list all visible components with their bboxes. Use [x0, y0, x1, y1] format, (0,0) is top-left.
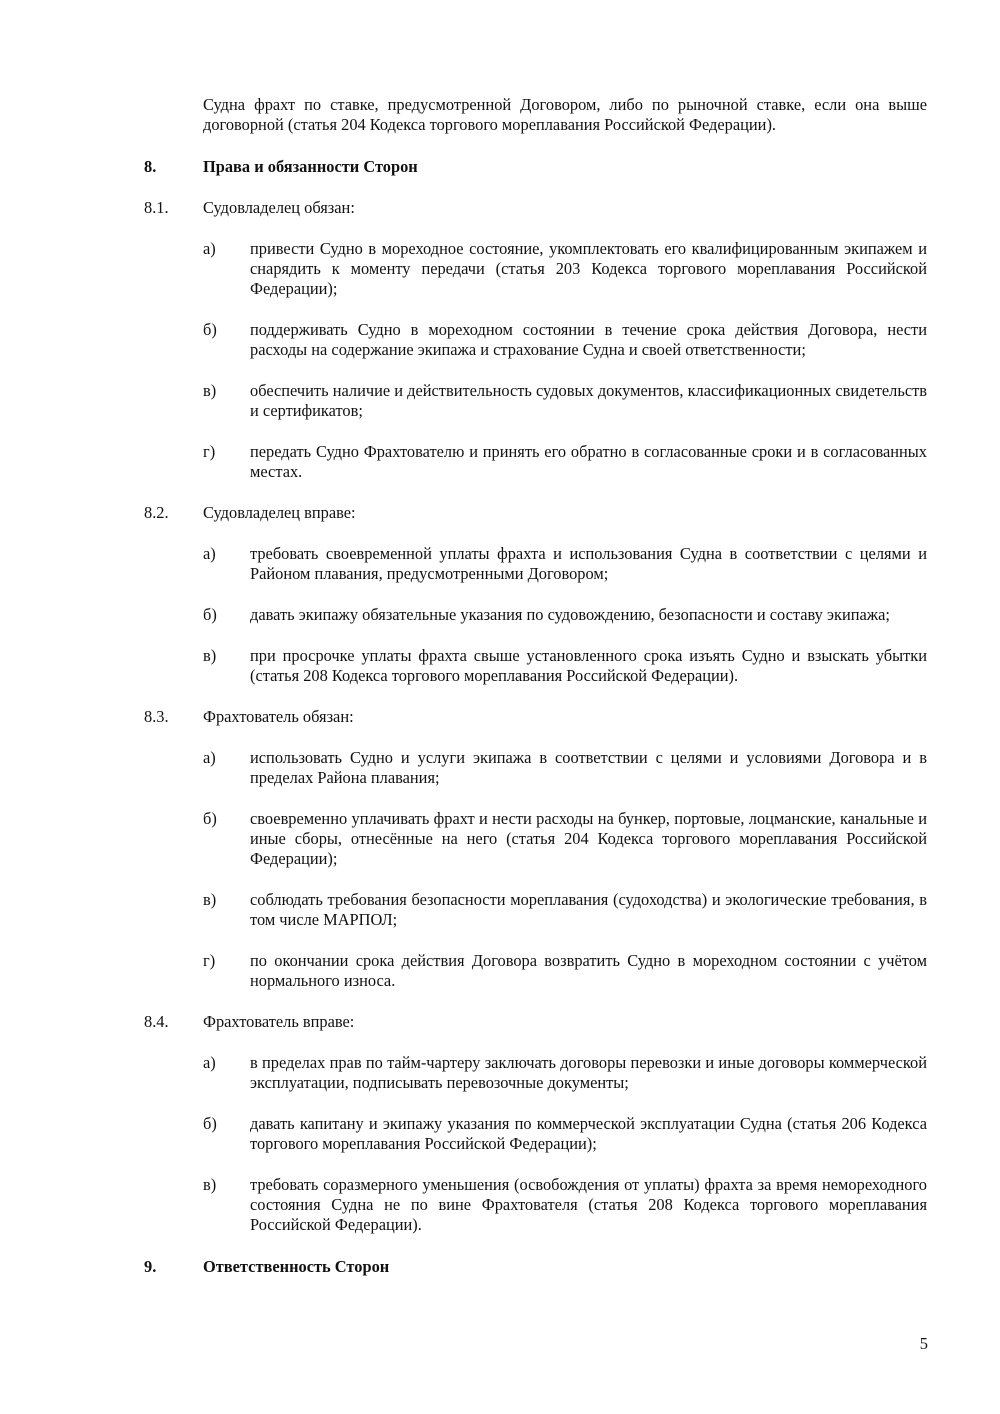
item-text: требовать соразмерного уменьшения (освобождения от уплаты) фрахта за время немореходного состояния Судна не по вине Фрахтователя (статья 208 Кодекса торгового мореплавания Российской Федерации).: [250, 1175, 927, 1234]
list-item: [203, 381, 927, 421]
list-item: [203, 239, 927, 299]
list-item: [203, 646, 927, 686]
clause-heading: [144, 1012, 927, 1032]
item-letter: а): [203, 544, 216, 563]
list-item: [203, 1053, 927, 1093]
clause-heading: [144, 198, 927, 218]
item-text: своевременно уплачивать фрахт и нести расходы на бункер, портовые, лоцманские, канальные и иные сборы, отнесённые на него (статья 204 Кодекса торгового мореплавания Российской Федерации);: [250, 809, 927, 868]
clause-number: 8.4.: [144, 1012, 169, 1031]
section-8-heading: [144, 157, 927, 177]
item-text: при просрочке уплаты фрахта свыше установленного срока изъять Судно и взыскать убытки (статья 208 Кодекса торгового мореплавания Российской Федерации).: [250, 646, 927, 685]
clause-number: 8.3.: [144, 707, 169, 726]
item-text: передать Судно Фрахтователю и принять его обратно в согласованные сроки и в согласованных местах.: [250, 442, 927, 481]
item-letter: а): [203, 748, 216, 767]
list-item: [203, 320, 927, 360]
clause-number: 8.1.: [144, 198, 169, 217]
item-text: требовать своевременной уплаты фрахта и использования Судна в соответствии с целями и Районом плавания, предусмотренными Договором;: [250, 544, 927, 583]
clause-heading: [144, 503, 927, 523]
item-letter: б): [203, 605, 217, 624]
list-item: [203, 544, 927, 584]
item-letter: в): [203, 646, 217, 665]
clause-title: Фрахтователь обязан:: [203, 707, 354, 726]
list-item: [203, 809, 927, 869]
item-text: давать капитану и экипажу указания по коммерческой эксплуатации Судна (статья 206 Кодекса торгового мореплавания Российской Федерации);: [250, 1114, 927, 1153]
item-text: привести Судно в мореходное состояние, укомплектовать его квалифицированным экипажем и снарядить к моменту передачи (статья 203 Кодекса торгового мореплавания Российской Федерации);: [250, 239, 927, 298]
item-text: по окончании срока действия Договора возвратить Судно в мореходном состоянии с учётом нормального износа.: [250, 951, 927, 990]
item-letter: а): [203, 239, 216, 258]
intro-paragraph: Судна фрахт по ставке, предусмотренной Договором, либо по рыночной ставке, если она выше договорной (статья 204 Кодекса торгового мореплавания Российской Федерации).: [203, 95, 927, 134]
list-item: [203, 748, 927, 788]
item-letter: г): [203, 442, 216, 461]
list-item: [203, 442, 927, 482]
item-letter: в): [203, 1175, 217, 1194]
section-9-heading: [144, 1257, 927, 1277]
section-number: 9.: [144, 1257, 157, 1276]
clause-title: Судовладелец вправе:: [203, 503, 356, 522]
list-item: [203, 1114, 927, 1154]
section-title: Ответственность Сторон: [203, 1257, 390, 1276]
clause-title: Фрахтователь вправе:: [203, 1012, 355, 1031]
item-letter: б): [203, 809, 217, 828]
item-text: давать экипажу обязательные указания по судовождению, безопасности и составу экипажа;: [250, 605, 890, 624]
clause-heading: [144, 707, 927, 727]
item-letter: б): [203, 1114, 217, 1133]
item-text: поддерживать Судно в мореходном состоянии в течение срока действия Договора, нести расходы на содержание экипажа и страхование Судна и своей ответственности;: [250, 320, 927, 359]
list-item: [203, 605, 927, 625]
item-letter: в): [203, 890, 217, 909]
item-text: использовать Судно и услуги экипажа в соответствии с целями и условиями Договора и в пределах Района плавания;: [250, 748, 927, 787]
document-body: [144, 95, 927, 1277]
item-letter: а): [203, 1053, 216, 1072]
list-item: [203, 890, 927, 930]
section-number: 8.: [144, 157, 157, 176]
list-item: [203, 1175, 927, 1235]
clause-number: 8.2.: [144, 503, 169, 522]
section-title: Права и обязанности Сторон: [203, 157, 418, 176]
item-text: соблюдать требования безопасности мореплавания (судоходства) и экологические требования, в том числе МАРПОЛ;: [250, 890, 927, 929]
item-letter: г): [203, 951, 216, 970]
page-number: 5: [919, 1334, 928, 1353]
item-text: обеспечить наличие и действительность судовых документов, классификационных свидетельств и сертификатов;: [250, 381, 927, 420]
list-item: [203, 951, 927, 991]
item-letter: в): [203, 381, 217, 400]
item-letter: б): [203, 320, 217, 339]
item-text: в пределах прав по тайм-чартеру заключать договоры перевозки и иные договоры коммерческой эксплуатации, подписывать перевозочные документы;: [250, 1053, 927, 1092]
clause-title: Судовладелец обязан:: [203, 198, 355, 217]
